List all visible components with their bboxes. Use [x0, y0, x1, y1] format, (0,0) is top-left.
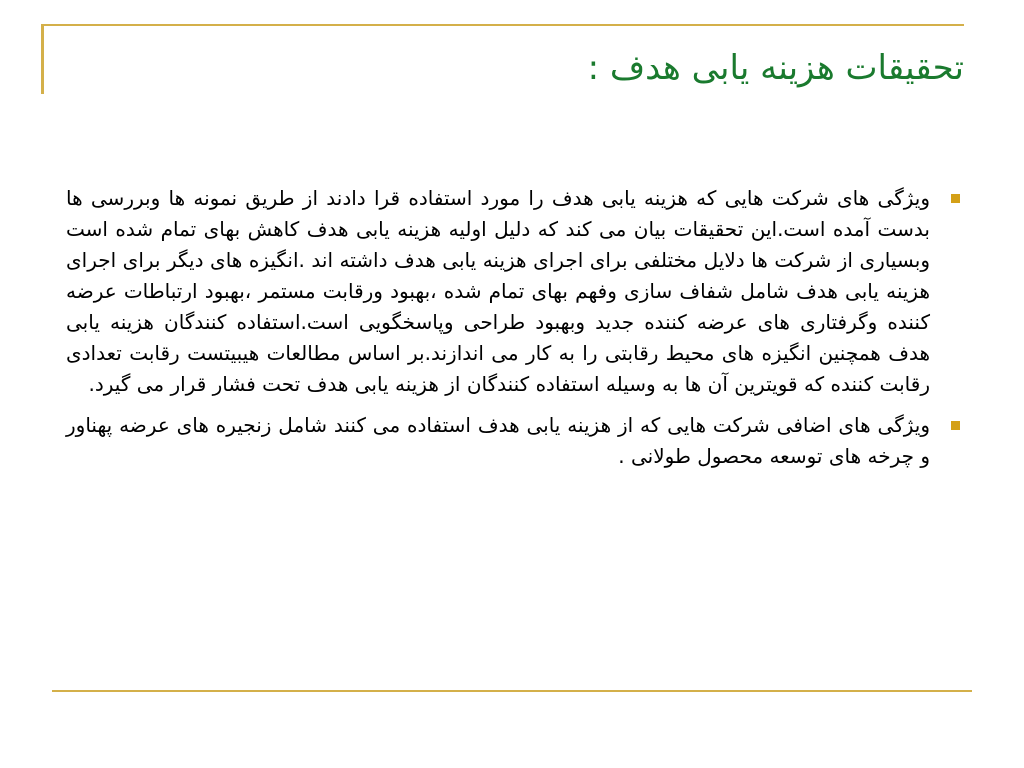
frame-left-line: [41, 24, 44, 94]
frame-top-line: [41, 24, 964, 26]
slide-title: تحقیقات هزینه یابی هدف :: [587, 48, 964, 88]
slide-content: [66, 183, 960, 482]
square-bullet-icon: [951, 421, 960, 430]
frame-bottom-line: [52, 690, 972, 692]
bullet-item: [66, 410, 960, 472]
bullet-text: ویژگی های شرکت هایی که هزینه یابی هدف را مورد استفاده قرا دادند از طریق نمونه ها وبررسی ها بدست آمده است.این تحقیقات بیان می کند که دلیل اولیه هزینه یابی هدف کاهش بهای تمام شده است وبسیاری از شرکت ها دلایل مختلفی برای اجرای هزینه یابی هدف داشته اند .انگیزه های دیگر برای اجرای هزینه یابی هدف شامل شفاف سازی وفهم بهای تمام شده ،بهبود ورقابت مستمر ،بهبود ارتباطات عرضه کننده وگرفتاری های عرضه کننده جدید وبهبود طراحی وپاسخگویی است.استفاده کنندگان هزینه یابی هدف همچنین انگیزه های محیط رقابتی را به کار می اندازند.بر اساس مطالعات هیبیتست رقابت تعدادی رقابت کننده که قویترین آن ها به وسیله استفاده کنندگان از هزینه یابی هدف تحت فشار قرار می گیرد.: [66, 186, 930, 396]
bullet-item: [66, 183, 960, 400]
bullet-text: ویژگی های اضافی شرکت هایی که از هزینه یابی هدف استفاده می کنند شامل زنجیره های عرضه پهناور و چرخه های توسعه محصول طولانی .: [66, 413, 930, 468]
square-bullet-icon: [951, 194, 960, 203]
